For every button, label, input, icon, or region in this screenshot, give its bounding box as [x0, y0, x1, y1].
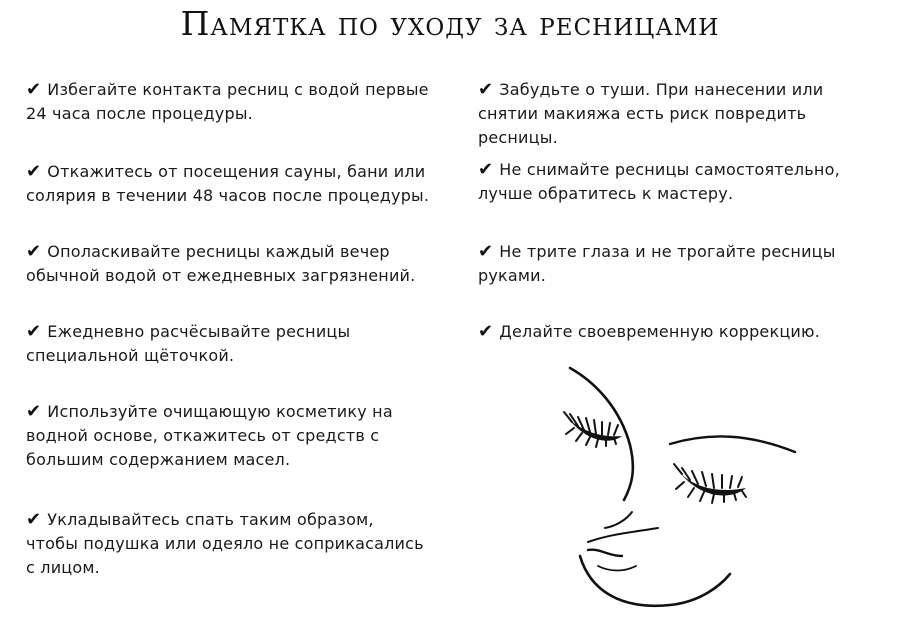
- face-with-eyelashes-illustration: [550, 360, 840, 615]
- check-icon: ✔: [26, 321, 42, 342]
- check-icon: ✔: [478, 79, 494, 100]
- upper-lip-line: [588, 528, 658, 542]
- list-item: ✔ Делайте своевременную коррекцию.: [478, 321, 820, 342]
- check-icon: ✔: [26, 401, 42, 422]
- list-item: ✔ Ополаскивайте ресницы каждый вечер обычной водой от ежедневных загрязнений.: [26, 241, 416, 285]
- check-icon: ✔: [478, 241, 494, 262]
- right-eye-lashes: [674, 464, 746, 503]
- lower-lip-line: [598, 566, 636, 571]
- list-item: ✔ Укладывайтесь спать таким образом, чтобы подушка или одеяло не соприкасались с лицом.: [26, 509, 424, 577]
- check-icon: ✔: [478, 159, 494, 180]
- list-item: ✔ Избегайте контакта ресниц с водой первые 24 часа после процедуры.: [26, 79, 429, 123]
- check-icon: ✔: [26, 509, 42, 530]
- list-item: ✔ Не снимайте ресницы самостоятельно, лучше обратитесь к мастеру.: [478, 159, 840, 203]
- left-eye-lashes: [564, 412, 622, 447]
- right-brow: [670, 436, 795, 452]
- list-item: ✔ Используйте очищающую косметику на водной основе, откажитесь от средств с большим содержанием масел.: [26, 401, 393, 469]
- lips-line: [588, 550, 622, 556]
- list-item: ✔ Откажитесь от посещения сауны, бани или солярия в течении 48 часов после процедуры.: [26, 161, 430, 205]
- check-icon: ✔: [478, 321, 494, 342]
- nostril-line: [605, 512, 632, 528]
- check-icon: ✔: [26, 79, 42, 100]
- list-item: ✔ Не трите глаза и не трогайте ресницы руками.: [478, 241, 836, 285]
- list-item: ✔ Забудьте о туши. При нанесении или снятии макияжа есть риск повредить ресницы.: [478, 79, 824, 147]
- check-icon: ✔: [26, 241, 42, 262]
- jaw-line: [580, 556, 730, 606]
- list-item: ✔ Ежедневно расчёсывайте ресницы специальной щёточкой.: [26, 321, 351, 365]
- page-title: Памятка по уходу за ресницами: [180, 4, 720, 43]
- check-icon: ✔: [26, 161, 42, 182]
